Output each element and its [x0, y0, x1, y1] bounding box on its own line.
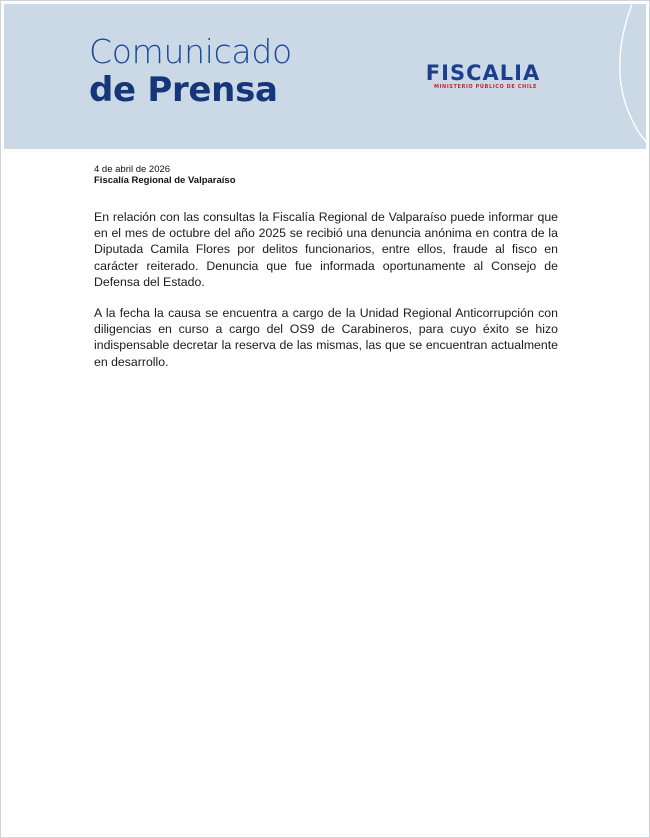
body-paragraph-1: En relación con las consultas la Fiscalía Regional de Valparaíso puede informar que en el mes de octubre del año 2025 se recibió una denuncia anónima en contra de la Diputada Camila Flores por delitos funcionarios, entre ellos, fraude al fisco en carácter reiterado. Denuncia que fue informada oportunamente al Consejo de Defensa del Estado. [94, 210, 558, 289]
fiscalia-logo [412, 62, 554, 91]
release-date: 4 de abril de 2026 [94, 164, 171, 175]
release-office: Fiscalía Regional de Valparaíso [94, 175, 236, 186]
body-paragraph-2: A la fecha la causa se encuentra a cargo de la Unidad Regional Anticorrupción con diligencias en curso a cargo del OS9 de Carabineros, para cuyo éxito se hizo indispensable decretar la reserva de las mismas, las que se encuentran actualmente en desarrollo. [94, 306, 558, 369]
logo-wordmark: FISCALIA [425, 61, 541, 85]
logo-subtitle: MINISTERIO PÚBLICO DE CHILE [434, 84, 538, 90]
release-meta [94, 164, 236, 186]
header-band [4, 4, 646, 149]
title-line-1: Comunicado [89, 32, 292, 71]
release-body [94, 209, 558, 385]
title-line-2: de Prensa [89, 70, 278, 110]
